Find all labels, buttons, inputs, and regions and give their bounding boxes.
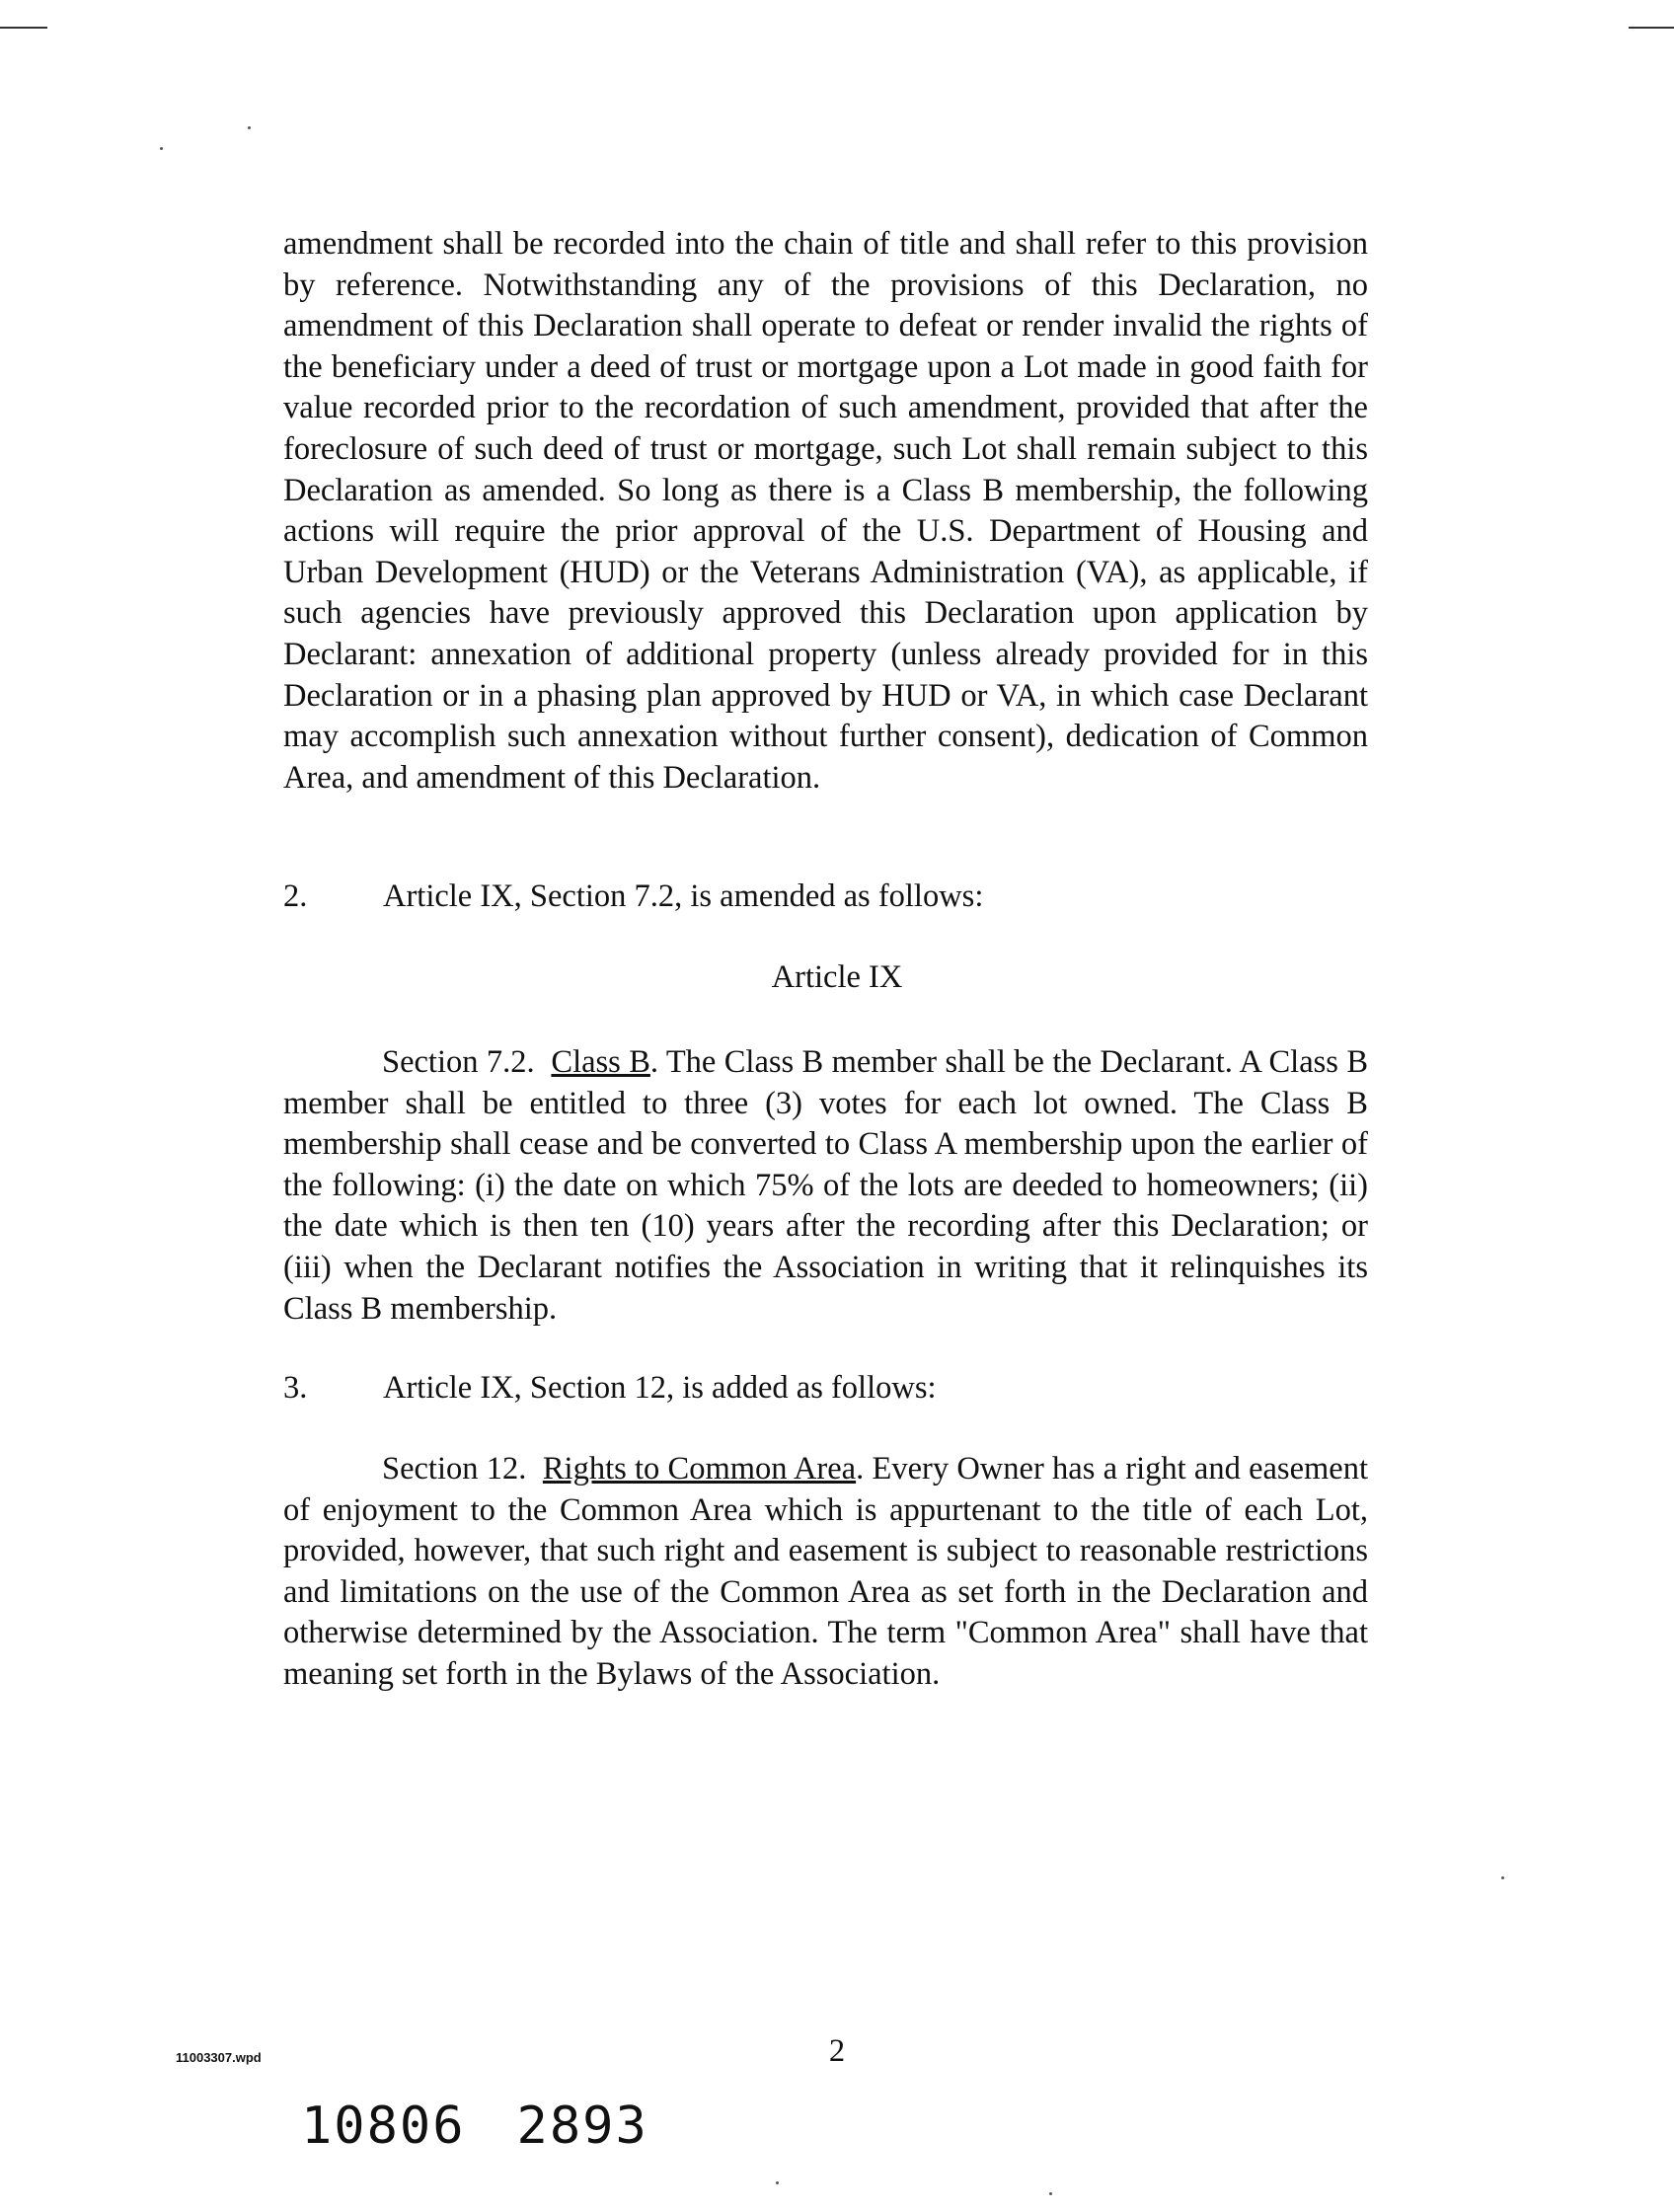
scan-speck <box>160 147 163 150</box>
section-12-title: Rights to Common Area <box>542 1451 857 1487</box>
section-7-2-title: Class B <box>551 1044 650 1080</box>
item-2 <box>283 877 983 918</box>
scan-speck <box>1049 2192 1052 2195</box>
scan-edge-mark-left <box>0 27 47 29</box>
footer-file-name: 11003307.wpd <box>176 2050 262 2065</box>
recording-stamp <box>301 2097 648 2156</box>
section-7-2-paragraph <box>283 1042 1368 1330</box>
item-2-number: 2. <box>283 878 308 914</box>
scan-speck <box>248 126 251 129</box>
scan-speck <box>776 2181 779 2184</box>
item-2-text: Article IX, Section 7.2, is amended as follows: <box>383 878 984 914</box>
section-7-2-lead: Section 7.2. <box>382 1044 535 1080</box>
scan-edge-mark-right <box>1629 27 1674 29</box>
item-3-number: 3. <box>283 1370 308 1406</box>
section-12-body: . Every Owner has a right and easement of enjoyment to the Common Area which is appurtenant to the title of each Lot, provided, however, that such right and easement is subject to reasonable restrictions and limitations on the use of the Common Area as set forth in the Declaration and otherwise determined by the Association. The term "Common Area" shall have that meaning set forth in the Bylaws of the Association. <box>283 1451 1368 1692</box>
recording-book-number: 10806 <box>301 2097 466 2156</box>
footer-page-number: 2 <box>828 2033 846 2069</box>
recording-page-number: 2893 <box>516 2097 648 2156</box>
article-heading: Article IX <box>771 959 903 995</box>
section-12-paragraph <box>283 1449 1368 1696</box>
section-7-2-body: . The Class B member shall be the Declarant. A Class B member shall be entitled to three (3) votes for each lot owned. The Class B membership shall cease and be converted to Class A membership upon the earlier of the following: (i) the date on which 75% of the lots are deeded to homeowners; (ii) the date which is then ten (10) years after the recording after this Declaration; or (iii) when the Declarant notifies the Association in writing that it relinquishes its Class B membership. <box>283 1044 1368 1327</box>
item-3-text: Article IX, Section 12, is added as follows: <box>383 1370 937 1406</box>
section-12-lead: Section 12. <box>382 1451 527 1487</box>
amendment-paragraph-continued: amendment shall be recorded into the chain of title and shall refer to this provision by reference. Notwithstanding any of the provisions of this Declaration, no amendment of this Declaration shall operate to defeat or render invalid the rights of the beneficiary under a deed of trust or mortgage upon a Lot made in good faith for value recorded prior to the recordation of such amendment, provided that after the foreclosure of such deed of trust or mortgage, such Lot shall remain subject to this Declaration as amended. So long as there is a Class B membership, the following actions will require the prior approval of the U.S. Department of Housing and Urban Development (HUD) or the Veterans Administration (VA), as applicable, if such agencies have previously approved this Declaration upon application by Declarant: annexation of additional property (unless already provided for in this Declaration or in a phasing plan approved by HUD or VA, in which case Declarant may accomplish such annexation without further consent), dedication of Common Area, and amendment of this Declaration. <box>283 226 1368 796</box>
scan-speck <box>1501 1876 1504 1879</box>
item-3 <box>283 1368 937 1410</box>
